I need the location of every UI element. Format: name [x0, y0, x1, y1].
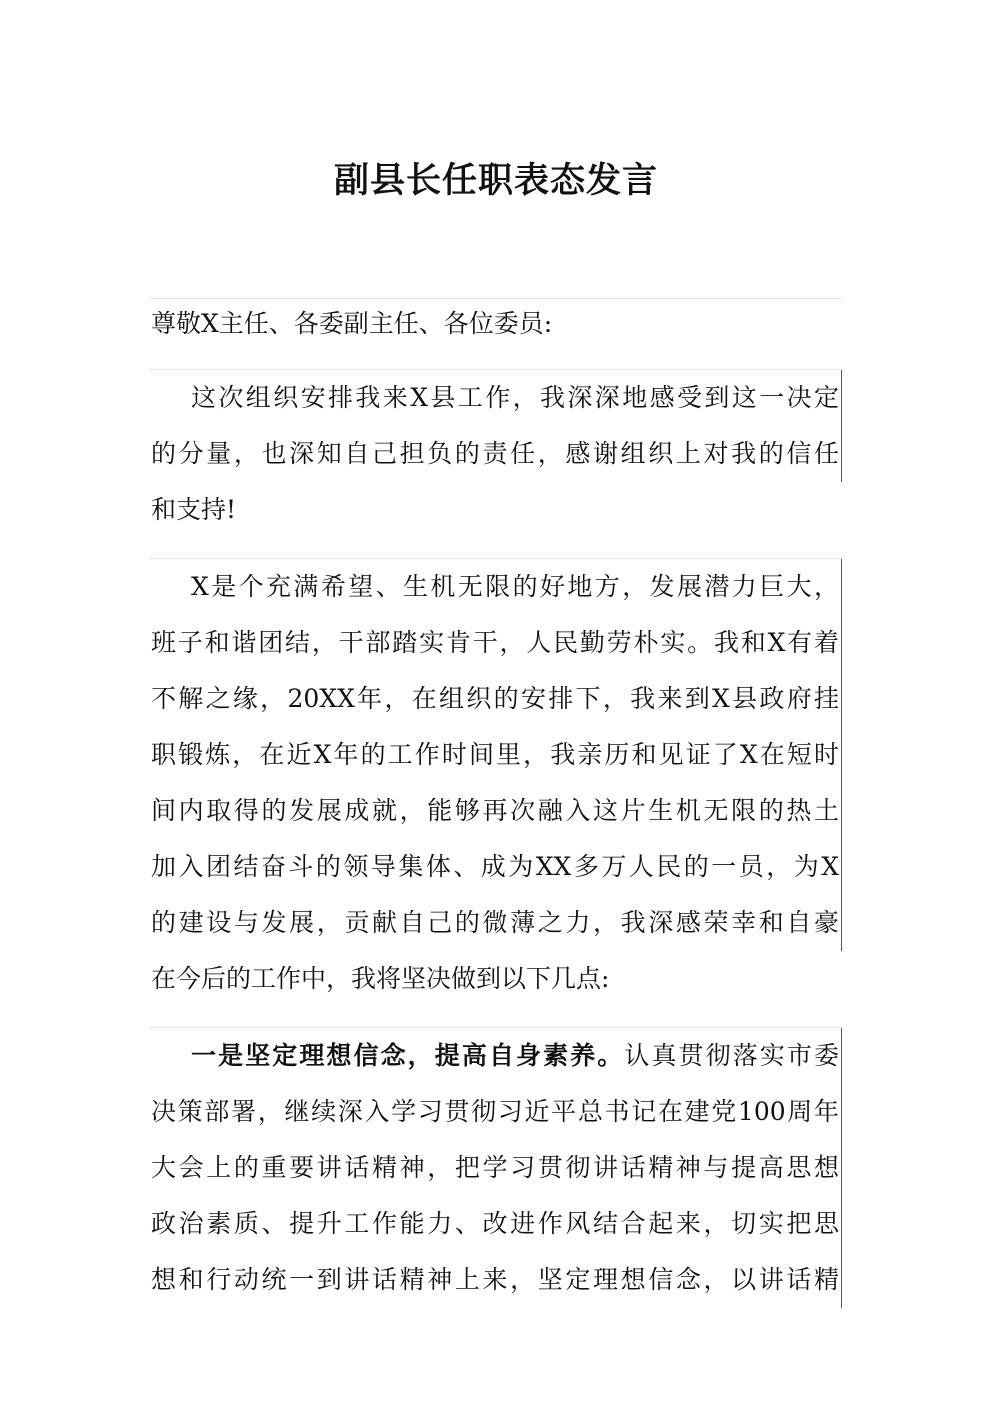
paragraph-line: 决策部署，继续深入学习贯彻习近平总书记在建党100周年	[151, 1084, 842, 1140]
greeting-line: 尊敬X主任、各委副主任、各位委员:	[151, 309, 553, 338]
paragraph-line: 的分量，也深知自己担负的责任，感谢组织上对我的信任	[151, 426, 842, 482]
paragraph-line: X是个充满希望、生机无限的好地方，发展潜力巨大，	[151, 559, 842, 615]
first-line-rest: 认真贯彻落实市委	[624, 1041, 839, 1070]
paragraph-line: 间内取得的发展成就，能够再次融入这片生机无限的热土	[151, 783, 842, 839]
paragraph-line: 大会上的重要讲话精神，把学习贯彻讲话精神与提高思想	[151, 1140, 842, 1196]
paragraph-gap	[151, 1007, 842, 1027]
paragraph-line: 加入团结奋斗的领导集体、成为XX多万人民的一员，为X	[151, 839, 842, 895]
paragraph-line: 想和行动统一到讲话精神上来，坚定理想信念，以讲话精	[151, 1252, 842, 1308]
paragraph-line: 不解之缘，20XX年，在组织的安排下，我来到X县政府挂	[151, 671, 842, 727]
paragraph-line: 职锻炼，在近X年的工作时间里，我亲历和见证了X在短时	[151, 727, 842, 783]
document-title: 副县长任职表态发言	[333, 160, 658, 201]
document-body	[151, 298, 842, 1308]
paragraph-line: 的建设与发展，贡献自己的微薄之力，我深感荣幸和自豪	[151, 895, 842, 951]
paragraph-gap	[151, 538, 842, 558]
paragraph-line: 和支持!	[151, 495, 237, 524]
paragraph-first-line	[151, 1028, 842, 1084]
paragraph-line: 在今后的工作中，我将坚决做到以下几点:	[151, 964, 610, 993]
paragraph-1	[151, 369, 842, 538]
paragraph-2	[151, 558, 842, 1007]
paragraph-3	[151, 1027, 842, 1308]
paragraph-line: 班子和谐团结，干部踏实肯干，人民勤劳朴实。我和X有着	[151, 615, 842, 671]
paragraph-line: 政治素质、提升工作能力、改进作风结合起来，切实把思	[151, 1196, 842, 1252]
lead-bold-text: 一是坚定理想信念，提高自身素养。	[191, 1041, 625, 1070]
greeting-paragraph	[151, 298, 842, 349]
paragraph-line: 这次组织安排我来X县工作，我深深地感受到这一决定	[151, 370, 842, 426]
paragraph-gap	[151, 349, 842, 369]
